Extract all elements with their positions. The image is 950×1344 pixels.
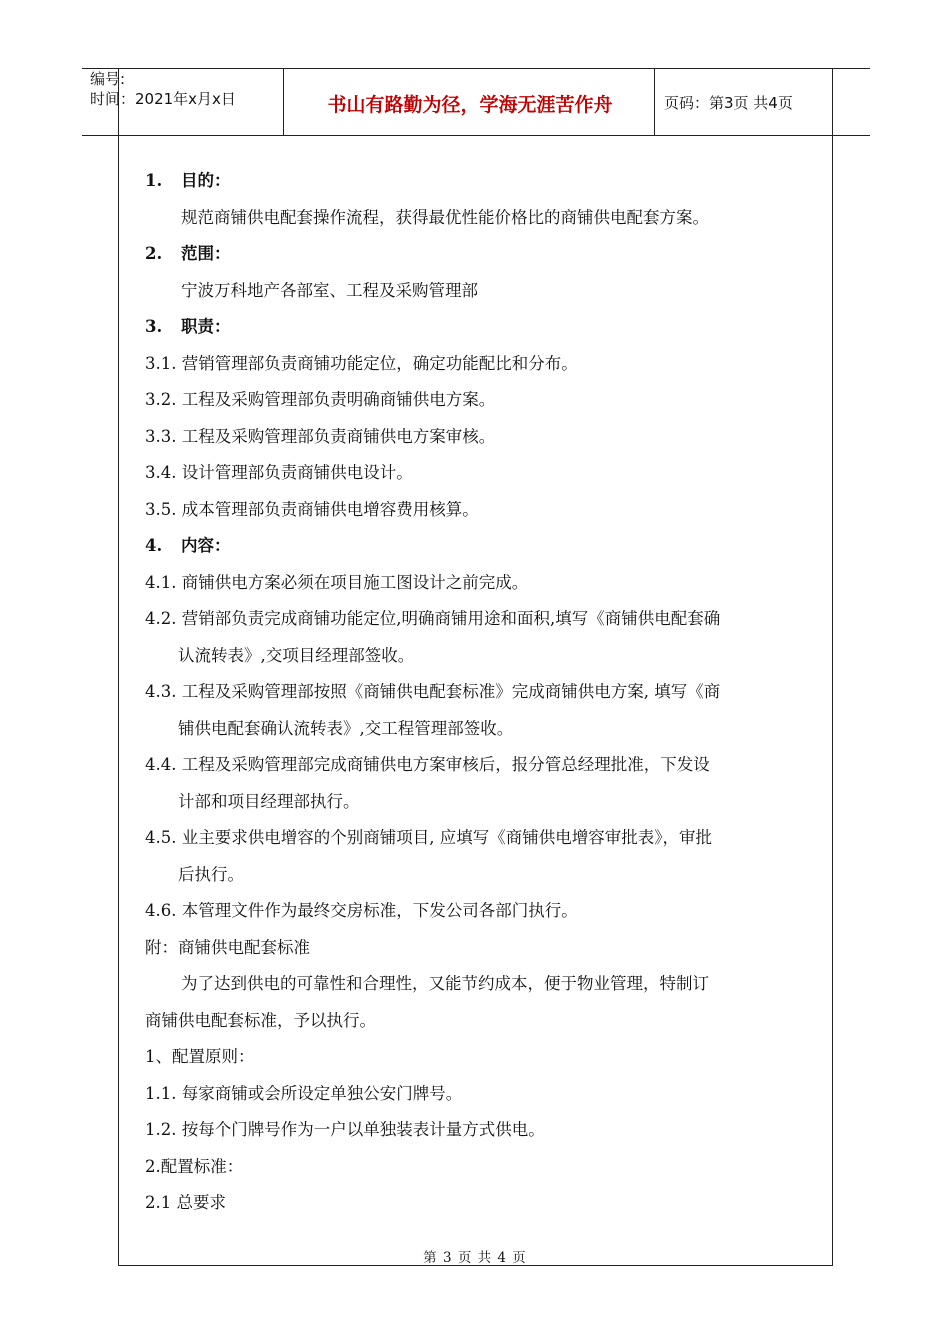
body-line: 4.6. 本管理文件作为最终交房标准，下发公司各部门执行。: [145, 901, 578, 920]
body-line: 1.2. 按每个门牌号作为一户以单独装表计量方式供电。: [145, 1120, 545, 1139]
section-number: 2.: [145, 244, 163, 263]
section-heading: [145, 239, 811, 276]
section-number: 3.: [145, 317, 163, 336]
body-line: 附：商铺供电配套标准: [145, 937, 310, 957]
body-line: 3.3. 工程及采购管理部负责商铺供电方案审核。: [145, 426, 496, 446]
page-footer: 第 3 页 共 4 页: [423, 1250, 527, 1266]
body-line: 3.2. 工程及采购管理部负责明确商铺供电方案。: [145, 390, 496, 409]
header-divider-left: [283, 68, 284, 136]
body-line: 1.1. 每家商铺或会所设定单独公安门牌号。: [145, 1083, 463, 1103]
section-number: 4.: [145, 536, 163, 555]
body-line: 4.5. 业主要求供电增容的个别商铺项目, 应填写《商铺供电增容审批表》，审批: [145, 828, 712, 847]
header-page-info: 页码：第3页 共4页: [664, 94, 793, 112]
body-line: 4.2. 营销部负责完成商铺功能定位,明确商铺用途和面积,填写《商铺供电配套确: [145, 609, 721, 628]
document-body: [145, 166, 811, 1225]
body-line: 规范商铺供电配套操作流程，获得最优性能价格比的商铺供电配套方案。: [181, 207, 709, 227]
body-line: 1、配置原则：: [145, 1047, 255, 1066]
section-title: 职责：: [181, 317, 231, 336]
frame-left-border: [118, 68, 119, 1266]
section-title: 范围：: [181, 244, 231, 263]
body-line: 3.5. 成本管理部负责商铺供电增容费用核算。: [145, 499, 479, 519]
body-line: 宁波万科地产各部室、工程及采购管理部: [181, 280, 478, 300]
body-line: 2.配置标准：: [145, 1156, 244, 1176]
header-top-rule: [82, 68, 870, 69]
section-heading: [145, 312, 811, 349]
body-line: 后执行。: [178, 864, 244, 884]
body-line: 商铺供电配套标准，予以执行。: [145, 1010, 376, 1030]
header-motto: 书山有路勤为径，学海无涯苦作舟: [327, 94, 613, 116]
frame-right-border: [832, 68, 833, 1266]
body-line: 4.4. 工程及采购管理部完成商铺供电方案审核后，报分管总经理批准，下发设: [145, 755, 710, 774]
section-title: 内容：: [181, 536, 231, 555]
header-divider-right: [654, 68, 655, 136]
body-line: 铺供电配套确认流转表》,交工程管理部签收。: [178, 718, 514, 738]
body-line: 4.1. 商铺供电方案必须在项目施工图设计之前完成。: [145, 572, 529, 592]
document-date: 时间：2021年x月x日: [90, 90, 236, 108]
body-line: 认流转表》,交项目经理部签收。: [178, 645, 415, 665]
body-line: 计部和项目经理部执行。: [178, 791, 360, 811]
body-line: 为了达到供电的可靠性和合理性，又能节约成本，便于物业管理，特制订: [181, 974, 709, 993]
document-code-label: 编号:: [90, 70, 126, 88]
section-heading: [145, 531, 811, 568]
body-line: 2.1 总要求: [145, 1193, 226, 1212]
section-heading: [145, 166, 811, 203]
section-title: 目的：: [181, 171, 231, 190]
header-bottom-rule: [82, 135, 870, 136]
body-line: 3.4. 设计管理部负责商铺供电设计。: [145, 463, 413, 482]
section-number: 1.: [145, 171, 163, 190]
body-line: 3.1. 营销管理部负责商铺功能定位，确定功能配比和分布。: [145, 353, 578, 373]
body-line: 4.3. 工程及采购管理部按照《商铺供电配套标准》完成商铺供电方案, 填写《商: [145, 682, 721, 701]
